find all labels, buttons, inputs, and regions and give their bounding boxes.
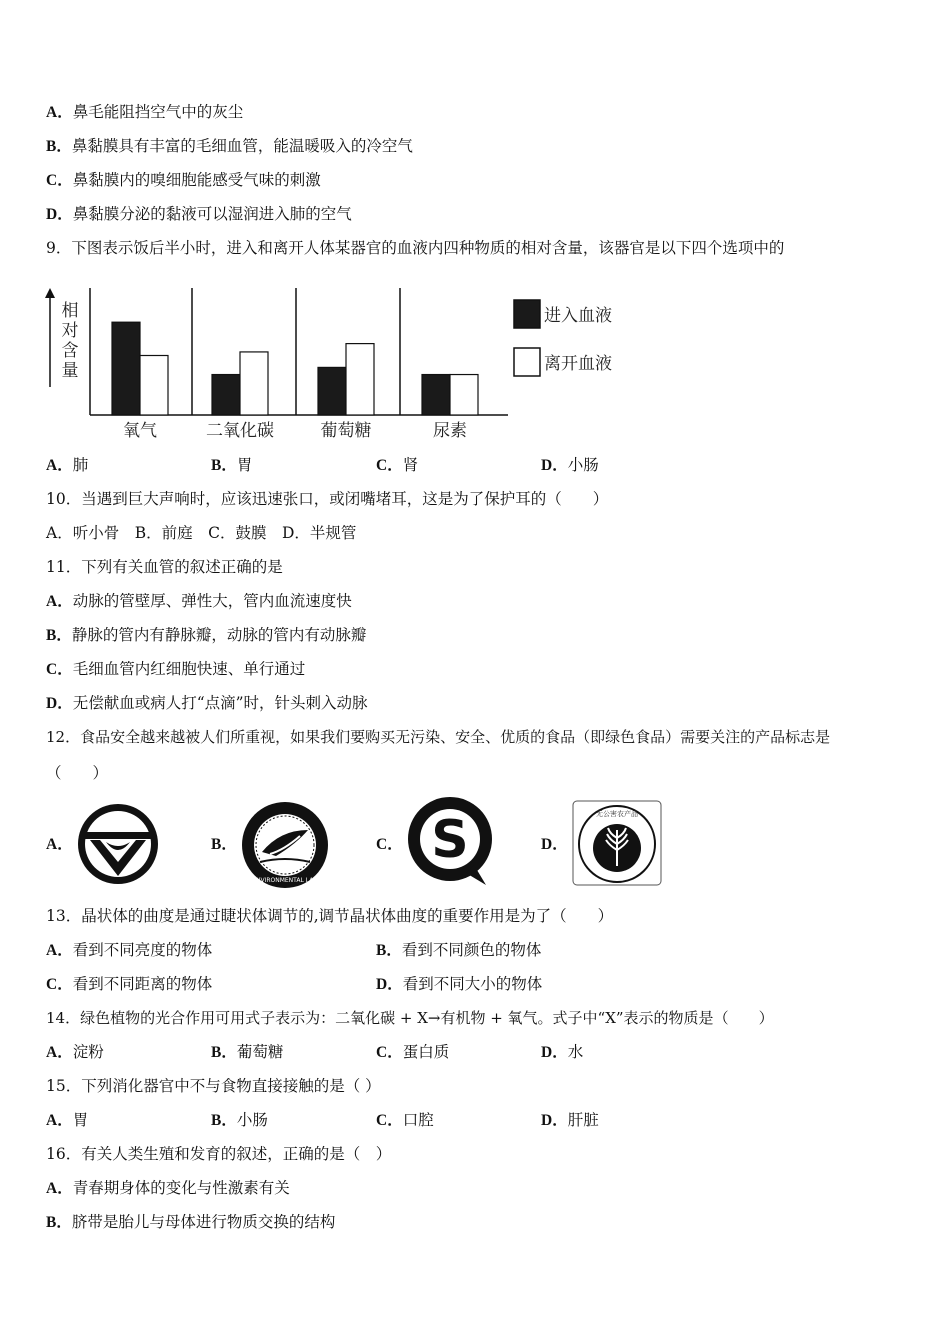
q9-option-b: B．胃 (211, 456, 253, 474)
q11-option-a: A．动脉的管壁厚、弹性大，管内血流速度快 (46, 592, 352, 610)
bar-leave-1 (240, 352, 268, 415)
q13-option-c: C．看到不同距离的物体 (46, 975, 213, 993)
q15-option-b: B．小肠 (211, 1111, 268, 1129)
y-axis-arrowhead (45, 288, 55, 298)
q10-stem: 10．当遇到巨大声响时，应该迅速张口，或闭嘴堵耳，这是为了保护耳的（ ） (46, 490, 609, 508)
q10-options: A．听小骨 B．前庭 C．鼓膜 D．半规管 (46, 524, 357, 542)
q16-option-b: B．脐带是胎儿与母体进行物质交换的结构 (46, 1213, 336, 1231)
legend-swatch-1 (514, 348, 540, 376)
logo-b-text: CHINA ENVIRONMENTAL LABELLING (231, 877, 339, 884)
q14-option-d: D．水 (541, 1043, 584, 1061)
q16-option-a: A．青春期身体的变化与性激素有关 (46, 1179, 290, 1197)
qs-mark-logo (404, 795, 496, 887)
q13-option-d: D．看到不同大小的物体 (376, 975, 543, 993)
q9-option-d: D．小肠 (541, 456, 599, 474)
q9-stem: 9．下图表示饭后半小时，进入和离开人体某器官的血液内四种物质的相对含量，该器官是以下四个选项中的 (46, 239, 785, 257)
q8-option-d: D．鼻黏膜分泌的黏液可以湿润进入肺的空气 (46, 205, 352, 223)
legend-label-0: 进入血液 (544, 306, 612, 326)
y-label-char: 含 (61, 341, 79, 361)
q12-option-d-label: D． (541, 836, 568, 853)
q13-option-a: A．看到不同亮度的物体 (46, 941, 213, 959)
q9-option-c: C．肾 (376, 456, 419, 474)
bar-enter-3 (422, 375, 450, 415)
chart-bars (112, 322, 478, 415)
q9-option-a: A．肺 (46, 456, 89, 474)
quality-mark-logo (76, 802, 160, 886)
q11-option-d: D．无偿献血或病人打“点滴”时，针头刺入动脉 (46, 694, 368, 712)
bar-enter-0 (112, 322, 140, 415)
q15-option-c: C．口腔 (376, 1111, 434, 1129)
q11-option-b: B．静脉的管内有静脉瓣，动脉的管内有动脉瓣 (46, 626, 367, 644)
q13-option-b: B．看到不同颜色的物体 (376, 941, 542, 959)
logo-d-text: 无公害农产品 (596, 810, 638, 818)
q8-option-a: A．鼻毛能阻挡空气中的灰尘 (46, 103, 244, 121)
q11-stem: 11．下列有关血管的叙述正确的是 (46, 558, 283, 576)
q12-option-a-label: A． (46, 836, 73, 853)
bar-leave-0 (140, 356, 168, 416)
y-label-char: 量 (61, 361, 79, 381)
q14-option-b: B．葡萄糖 (211, 1043, 284, 1061)
q14-option-c: C．蛋白质 (376, 1043, 450, 1061)
category-label: 二氧化碳 (206, 421, 274, 441)
y-label-char: 相 (61, 301, 79, 321)
q12-option-b-label: B． (211, 836, 237, 853)
q11-option-c: C．毛细血管内红细胞快速、单行通过 (46, 660, 306, 678)
bar-leave-2 (346, 344, 374, 415)
q12-stem-continued: （ ） (46, 764, 109, 782)
q9-bar-chart (40, 284, 640, 444)
chart-y-label (62, 301, 79, 381)
category-label: 葡萄糖 (320, 421, 372, 441)
category-label: 氧气 (123, 421, 157, 441)
legend-label-1: 离开血液 (544, 354, 612, 374)
environmental-label-logo (231, 800, 339, 890)
q15-stem: 15．下列消化器官中不与食物直接接触的是（ ） (46, 1077, 381, 1095)
q14-option-a: A．淀粉 (46, 1043, 104, 1061)
y-label-char: 对 (61, 321, 79, 341)
q15-option-d: D．肝脏 (541, 1111, 599, 1129)
q15-option-a: A．胃 (46, 1111, 89, 1129)
chart-legend (514, 300, 612, 376)
bar-leave-3 (450, 375, 478, 415)
bar-enter-1 (212, 375, 240, 415)
bar-enter-2 (318, 367, 346, 415)
q14-stem: 14．绿色植物的光合作用可用式子表示为：二氧化碳 + X→有机物 + 氧气。式子中“X”表示的物质是（ ） (46, 1009, 774, 1027)
q13-stem: 13．晶状体的曲度是通过睫状体调节的,调节晶状体曲度的重要作用是为了（ ） (46, 907, 614, 925)
chart-category-labels (123, 421, 467, 441)
pollution-free-product-logo (572, 800, 662, 886)
q8-option-c: C．鼻黏膜内的嗅细胞能感受气味的刺激 (46, 171, 321, 189)
qs-s-glyph: S (431, 810, 469, 870)
q16-stem: 16．有关人类生殖和发育的叙述，正确的是（ ） (46, 1145, 392, 1163)
q8-option-b: B．鼻黏膜具有丰富的毛细血管，能温暖吸入的冷空气 (46, 137, 413, 155)
q12-stem: 12．食品安全越来越被人们所重视，如果我们要购买无污染、安全、优质的食品（即绿色食品）需要关注的产品标志是 (46, 728, 831, 746)
legend-swatch-0 (514, 300, 540, 328)
category-label: 尿素 (433, 421, 467, 441)
q12-option-c-label: C． (376, 836, 403, 853)
